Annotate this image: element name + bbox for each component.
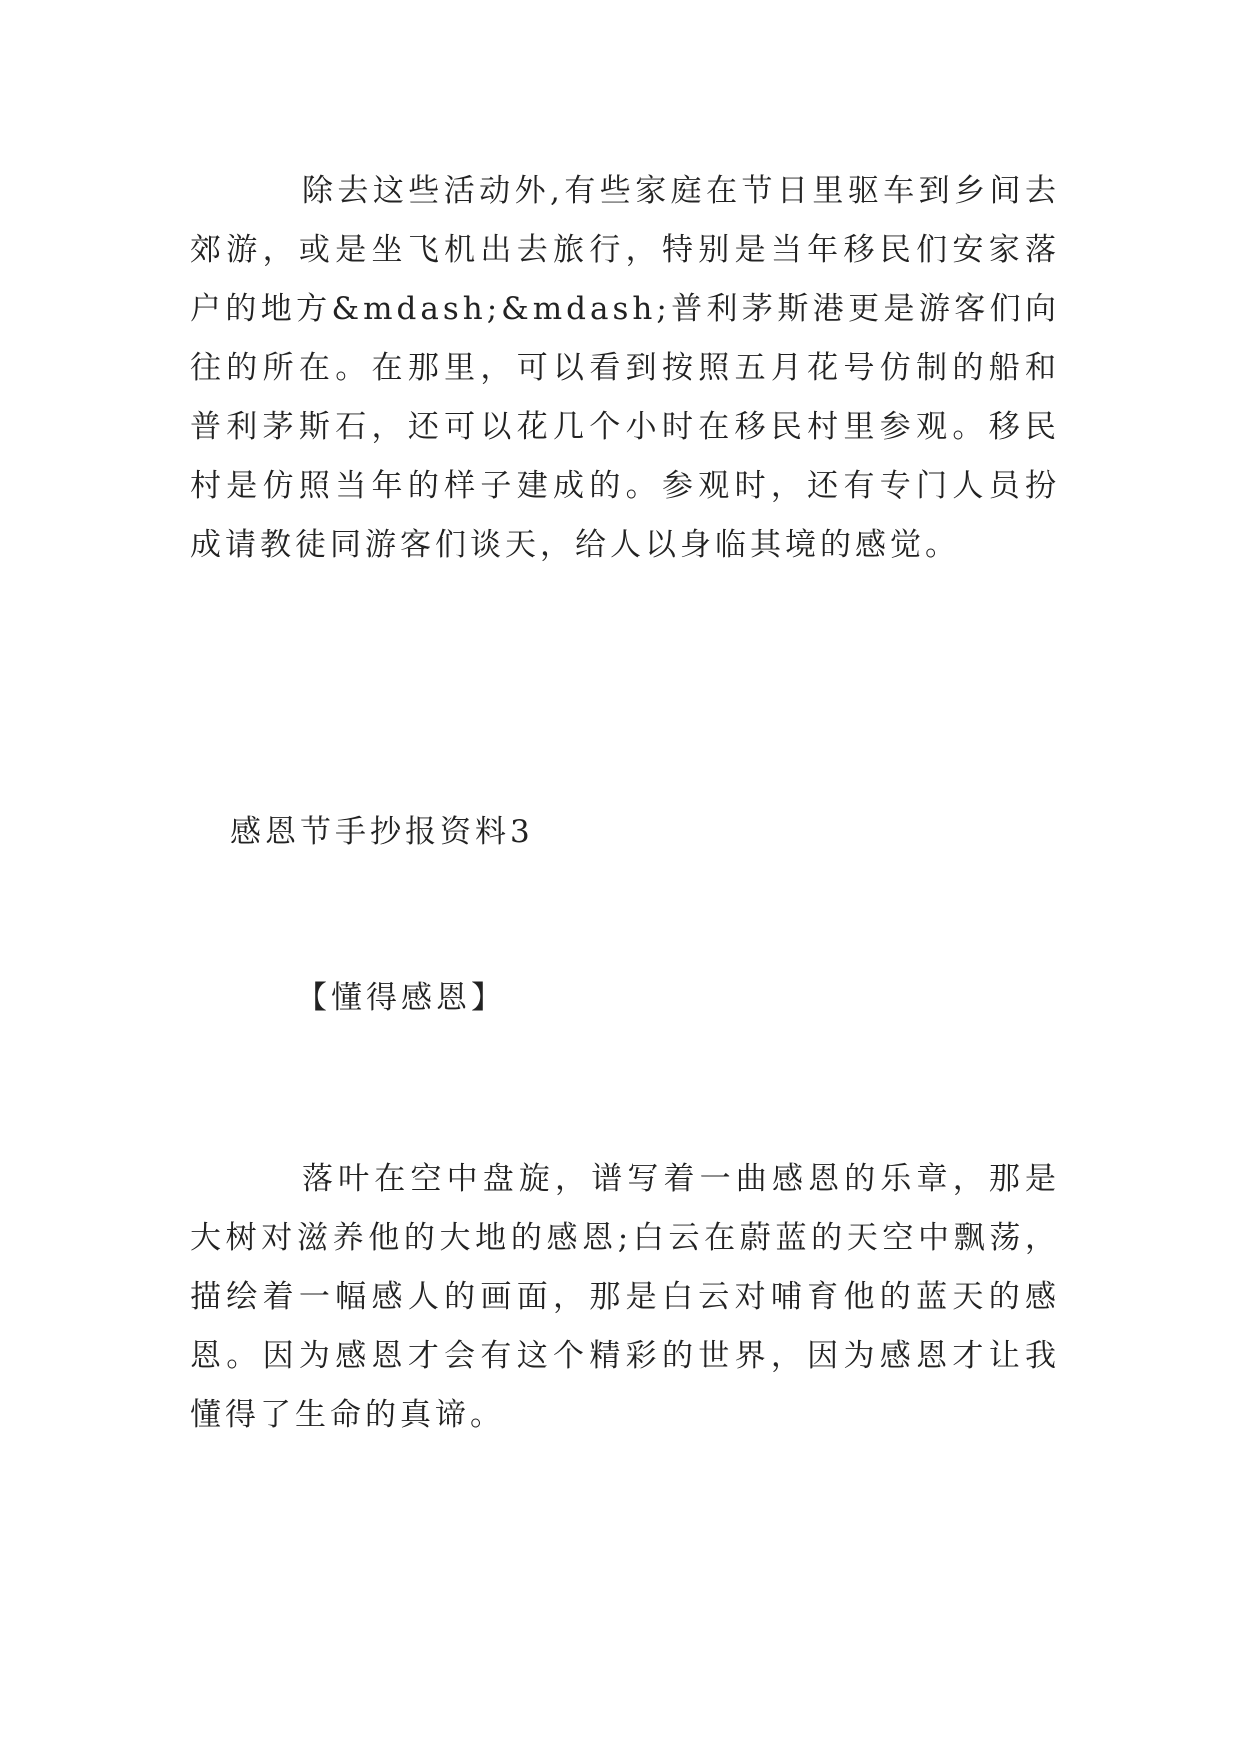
body-paragraph: 除去这些活动外,有些家庭在节日里驱车到乡间去郊游，或是坐飞机出去旅行，特别是当年移民们安家落户的地方&mdash;&mdash;普利茅斯港更是游客们向往的所在。在那里，可以看到按照五月花号仿制的船和普利茅斯石，还可以花几个小时在移民村里参观。移民村是仿照当年的样子建成的。参观时，还有专门人员扮成请教徒同游客们谈天，给人以身临其境的感觉。 (190, 173, 1060, 563)
section-title: 感恩节手抄报资料3 (230, 814, 534, 850)
section-subtitle: 【懂得感恩】 (296, 980, 506, 1016)
body-paragraph: 落叶在空中盘旋，谱写着一曲感恩的乐章，那是大树对滋养他的大地的感恩;白云在蔚蓝的天空中飘荡，描绘着一幅感人的画面，那是白云对哺育他的蓝天的感恩。因为感恩才会有这个精彩的世界，因为感恩才让我懂得了生命的真谛。 (190, 1161, 1060, 1433)
